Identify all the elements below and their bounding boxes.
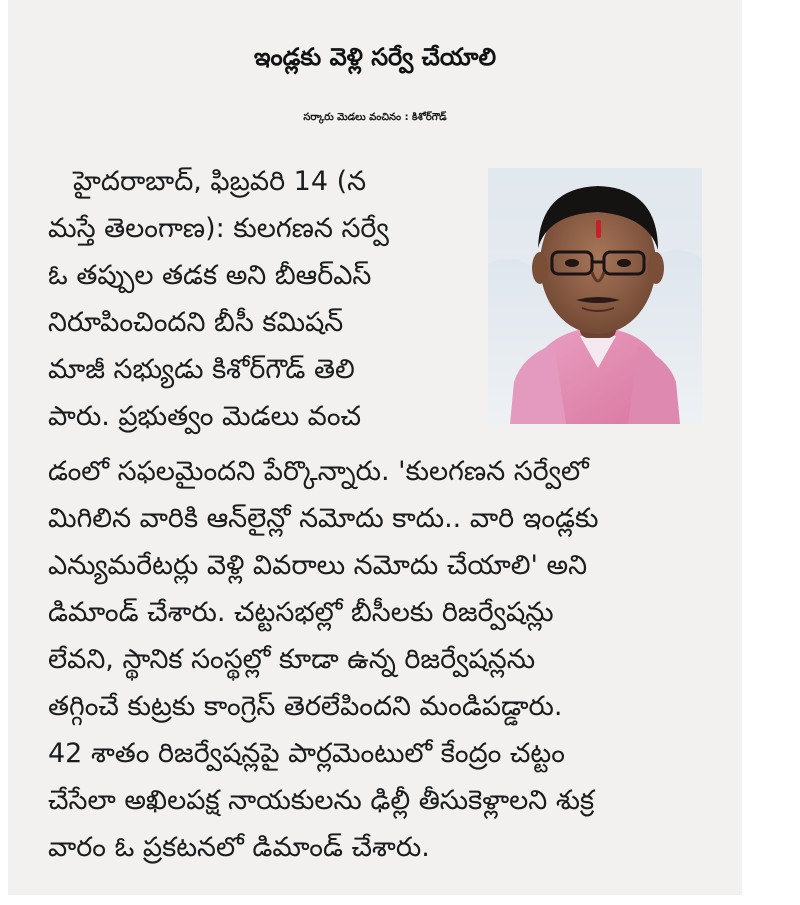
person-photo-icon	[488, 168, 702, 424]
body-line: మిగిలిన వారికి ఆన్‌లైన్లో నమోదు కాదు.. వారి ఇండ్లకు	[48, 503, 599, 534]
body-line: తగ్గించే కుట్రకు కాంగ్రెస్ తెరలేపిందని మండిపడ్డారు.	[48, 691, 563, 722]
body-line: లేవని, స్థానిక సంస్థల్లో కూడా ఉన్న రిజర్వేషన్లను	[48, 644, 536, 675]
body-line: చేసేలా అఖిలపక్ష నాయకులను ఢిల్లీ తీసుకెళ్లాలని శుక్ర	[48, 785, 595, 816]
body-line: పారు. ప్రభుత్వం మెడలు వంచ	[48, 401, 362, 432]
page-margin	[742, 0, 800, 905]
newspaper-clipping	[8, 0, 742, 895]
body-line: డిమాండ్ చేశారు. చట్టసభల్లో బీసీలకు రిజర్వేషన్లు	[48, 597, 554, 628]
body-line: డంలో సఫలమైందని పేర్కొన్నారు. 'కులగణన సర్వేలో	[48, 456, 589, 487]
body-line: హైదరాబాద్, ఫిబ్రవరి 14 (న	[73, 166, 367, 197]
body-line: మాజీ సభ్యుడు కిశోర్‌గౌడ్ తెలి	[48, 354, 355, 385]
portrait-photo	[488, 168, 702, 424]
subheadline: సర్కారు మెడలు వంచినం : కిశోర్‌గౌడ్	[303, 112, 447, 123]
body-line: నిరూపించిందని బీసీ కమిషన్	[48, 307, 344, 338]
cropped-bottom-text	[48, 888, 728, 895]
body-line: వారం ఓ ప్రకటనలో డిమాండ్ చేశారు.	[48, 832, 430, 863]
body-line: ఓ తప్పుల తడక అని బీఆర్ఎస్	[48, 260, 372, 291]
body-line: మస్తే తెలంగాణ): కులగణన సర్వే	[48, 213, 389, 244]
body-line: ఎన్యుమరేటర్లు వెళ్లి వివరాలు నమోదు చేయాలి' అని	[48, 550, 588, 581]
body-line: 42 శాతం రిజర్వేషన్లపై పార్లమెంటులో కేంద్రం చట్టం	[48, 738, 565, 769]
headline: ఇండ్లకు వెళ్లి సర్వే చేయాలి	[253, 43, 497, 71]
